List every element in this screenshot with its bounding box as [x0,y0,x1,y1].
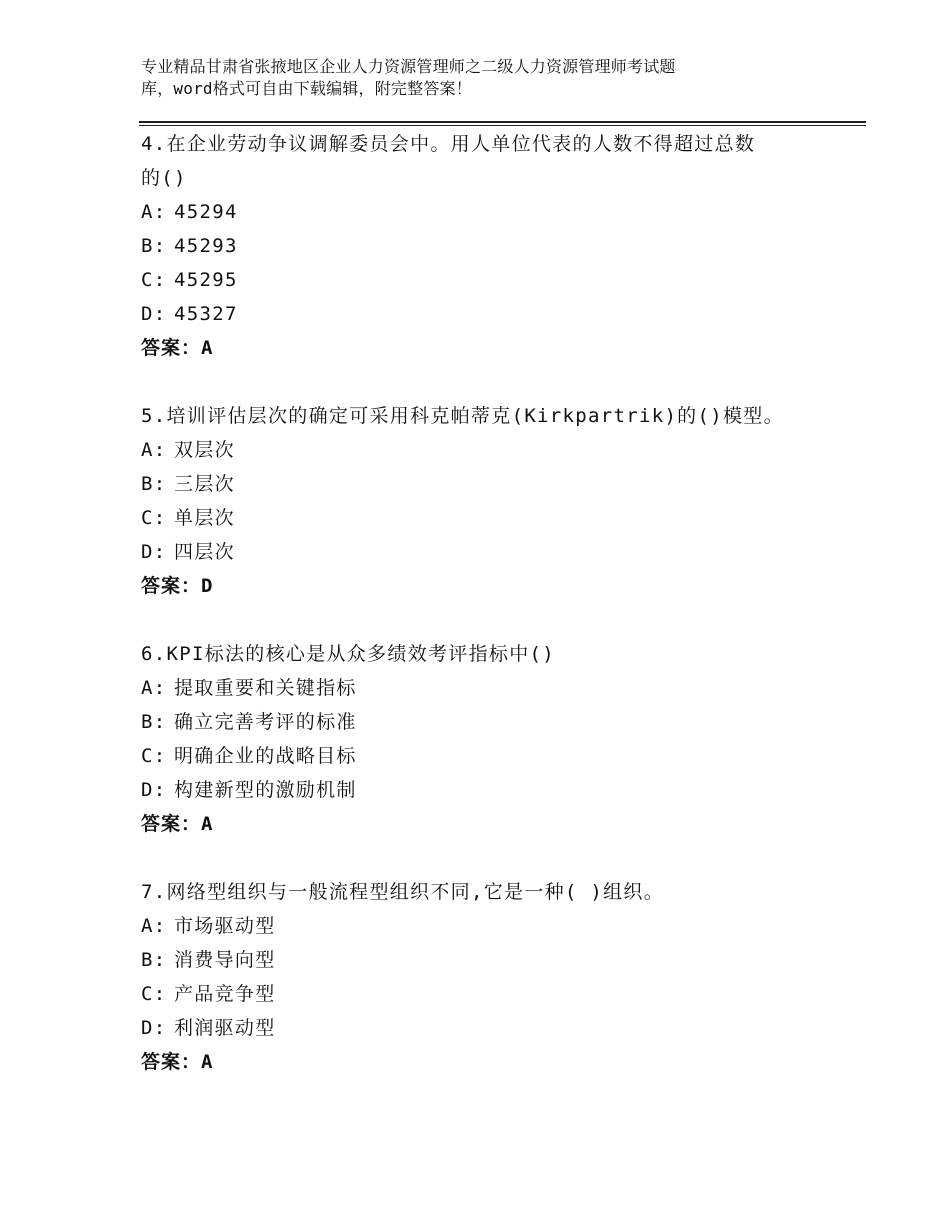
option-key: A: [141,439,167,461]
option-text: 四层次 [174,541,235,563]
option-key: A: [141,677,167,699]
option-d [141,1011,821,1045]
option-d [141,297,821,331]
option-c [141,977,821,1011]
option-c [141,263,821,297]
option-key: C: [141,269,167,291]
option-text: 45294 [174,201,238,223]
question-stem [141,875,821,909]
option-key: D: [141,1017,167,1039]
answer-label: 答案：A [141,337,214,359]
option-b [141,943,821,977]
header-rule-thin [139,125,866,126]
option-d [141,773,821,807]
option-key: C: [141,745,167,767]
option-c [141,739,821,773]
question-stem-line-2: 的() [141,167,187,189]
question-stem-line-1: 6.KPI标法的核心是从众多绩效考评指标中() [141,643,555,665]
option-key: B: [141,235,167,257]
option-text: 利润驱动型 [174,1017,276,1039]
option-b [141,467,821,501]
option-b [141,705,821,739]
question-7 [141,875,821,1079]
option-c [141,501,821,535]
option-text: 确立完善考评的标准 [174,711,357,733]
answer-label: 答案：A [141,813,214,835]
question-stem [141,127,821,195]
option-key: A: [141,201,167,223]
question-5 [141,399,821,603]
option-text: 单层次 [174,507,235,529]
option-a [141,909,821,943]
option-d [141,535,821,569]
question-list [141,127,821,1113]
option-key: D: [141,541,167,563]
option-key: C: [141,507,167,529]
option-key: D: [141,303,167,325]
question-stem [141,399,821,433]
option-key: B: [141,473,167,495]
option-key: B: [141,711,167,733]
option-a [141,671,821,705]
question-4 [141,127,821,365]
option-a [141,433,821,467]
header-line-1: 专业精品甘肃省张掖地区企业人力资源管理师之二级人力资源管理师考试题 [141,57,676,76]
option-text: 45327 [174,303,238,325]
option-a [141,195,821,229]
question-stem-line-1: 4.在企业劳动争议调解委员会中。用人单位代表的人数不得超过总数 [141,133,756,155]
question-stem-line-1: 7.网络型组织与一般流程型组织不同,它是一种( )组织。 [141,881,665,903]
option-text: 市场驱动型 [174,915,276,937]
answer-label: 答案：D [141,575,214,597]
header-line-2: 库，word格式可自由下载编辑，附完整答案！ [141,79,472,98]
question-6 [141,637,821,841]
option-text: 提取重要和关键指标 [174,677,357,699]
question-stem-line-1: 5.培训评估层次的确定可采用科克帕蒂克(Kirkpartrik)的()模型。 [141,405,784,427]
option-key: B: [141,949,167,971]
option-text: 明确企业的战略目标 [174,745,357,767]
question-stem [141,637,821,671]
option-key: A: [141,915,167,937]
option-key: D: [141,779,167,801]
answer-label: 答案：A [141,1051,214,1073]
option-text: 三层次 [174,473,235,495]
document-header [141,56,841,100]
option-text: 构建新型的激励机制 [174,779,357,801]
option-text: 双层次 [174,439,235,461]
header-rule-thick [139,121,866,123]
option-text: 45295 [174,269,238,291]
option-key: C: [141,983,167,1005]
option-b [141,229,821,263]
option-text: 45293 [174,235,238,257]
option-text: 消费导向型 [174,949,276,971]
option-text: 产品竞争型 [174,983,276,1005]
